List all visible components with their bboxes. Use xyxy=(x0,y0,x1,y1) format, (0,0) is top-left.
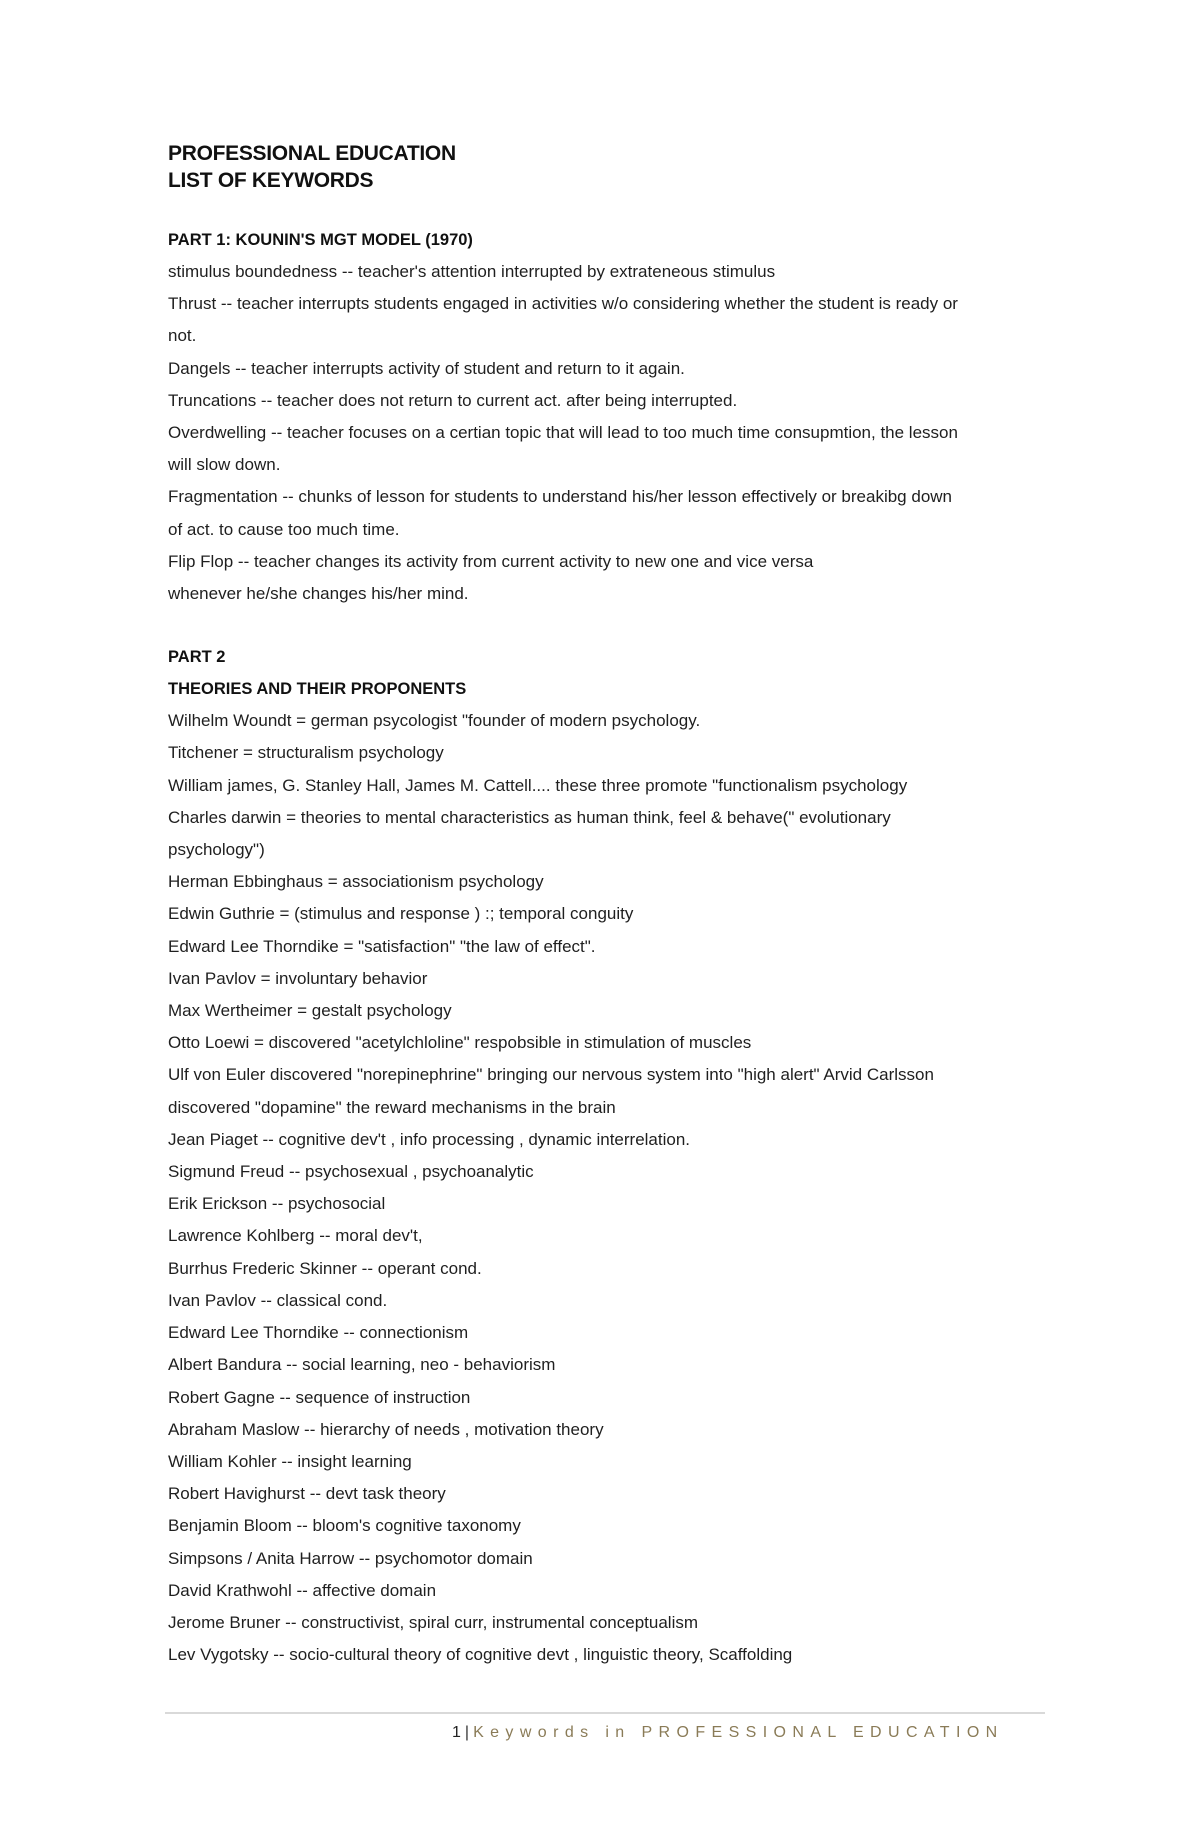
page-footer xyxy=(452,1722,1052,1744)
part1-line: of act. to cause too much time. xyxy=(168,519,400,539)
part2-line: Robert Gagne -- sequence of instruction xyxy=(168,1387,471,1407)
part2-line: Benjamin Bloom -- bloom's cognitive taxonomy xyxy=(168,1516,521,1536)
part2-line: Erik Erickson -- psychosocial xyxy=(168,1194,386,1214)
part1-line: Overdwelling -- teacher focuses on a certian topic that will lead to too much time consupmtion, the lesson xyxy=(168,423,958,443)
part1-line: Truncations -- teacher does not return to current act. after being interrupted. xyxy=(168,390,738,410)
part2-line: Ivan Pavlov = involuntary behavior xyxy=(168,968,428,988)
part2-line: Ivan Pavlov -- classical cond. xyxy=(168,1290,388,1310)
footer-title: Keywords in PROFESSIONAL EDUCATION xyxy=(473,1724,1004,1741)
part1-line: stimulus boundedness -- teacher's attention interrupted by extrateneous stimulus xyxy=(168,262,776,281)
part2-line: Otto Loewi = discovered "acetylchloline" respobsible in stimulation of muscles xyxy=(168,1033,752,1053)
part2-line: Edward Lee Thorndike = "satisfaction" "the law of effect". xyxy=(168,936,596,956)
part1-heading: PART 1: KOUNIN'S MGT MODEL (1970) xyxy=(168,231,473,249)
part2-line: Herman Ebbinghaus = associationism psychology xyxy=(168,872,544,892)
part2-line: Edwin Guthrie = (stimulus and response ) :; temporal conguity xyxy=(168,904,634,924)
part1-line: whenever he/she changes his/her mind. xyxy=(168,584,469,604)
part1-line: will slow down. xyxy=(168,455,281,475)
part2-line: David Krathwohl -- affective domain xyxy=(168,1580,437,1600)
part2-line: Charles darwin = theories to mental characteristics as human think, feel & behave(" evolutionary xyxy=(168,807,891,827)
document-title xyxy=(168,140,1048,194)
footer-divider xyxy=(165,1712,1045,1714)
part2-line: Edward Lee Thorndike -- connectionism xyxy=(168,1323,469,1343)
part2-line: Lev Vygotsky -- socio-cultural theory of cognitive devt , linguistic theory, Scaffolding xyxy=(168,1645,793,1665)
part2-line: Titchener = structuralism psychology xyxy=(168,743,444,763)
footer-separator: | xyxy=(464,1724,470,1741)
part2-line: William james, G. Stanley Hall, James M. Cattell.... these three promote "functionalism psychology xyxy=(168,775,908,795)
part2-line: Simpsons / Anita Harrow -- psychomotor domain xyxy=(168,1548,533,1568)
part2-line: Burrhus Frederic Skinner -- operant cond. xyxy=(168,1258,482,1278)
page-number: 1 xyxy=(452,1724,461,1741)
part2-line: Lawrence Kohlberg -- moral dev't, xyxy=(168,1226,423,1246)
part2-line: Robert Havighurst -- devt task theory xyxy=(168,1484,446,1504)
part1-line: Fragmentation -- chunks of lesson for students to understand his/her lesson effectively or breakibg down xyxy=(168,487,953,507)
part2-heading: PART 2 xyxy=(168,648,226,667)
part2-section xyxy=(168,641,1048,1671)
part2-line: psychology") xyxy=(168,840,265,860)
part1-line: Flip Flop -- teacher changes its activity from current activity to new one and vice versa xyxy=(168,551,814,571)
part2-line: Max Wertheimer = gestalt psychology xyxy=(168,1001,452,1021)
part1-line: not. xyxy=(168,326,197,346)
section-gap xyxy=(168,610,1048,641)
part2-line: Jerome Bruner -- constructivist, spiral curr, instrumental conceptualism xyxy=(168,1612,699,1632)
part2-line: Sigmund Freud -- psychosexual , psychoanalytic xyxy=(168,1162,534,1182)
document-body xyxy=(168,140,1048,1671)
part2-line: Abraham Maslow -- hierarchy of needs , motivation theory xyxy=(168,1419,604,1439)
part2-line: Ulf von Euler discovered "norepinephrine" bringing our nervous system into "high alert" Arvid Carlsson xyxy=(168,1065,934,1085)
part2-line: Albert Bandura -- social learning, neo - behaviorism xyxy=(168,1355,556,1375)
title-line-1: PROFESSIONAL EDUCATION xyxy=(168,142,456,165)
part1-section xyxy=(168,224,1048,610)
part1-line: Thrust -- teacher interrupts students engaged in activities w/o considering whether the student is ready or xyxy=(168,294,958,314)
title-line-2: LIST OF KEYWORDS xyxy=(168,169,374,192)
part2-line: Wilhelm Woundt = german psycologist "founder of modern psychology. xyxy=(168,711,701,731)
part2-line: Jean Piaget -- cognitive dev't , info processing , dynamic interrelation. xyxy=(168,1129,691,1149)
part2-subheading: THEORIES AND THEIR PROPONENTS xyxy=(168,680,467,699)
part1-line: Dangels -- teacher interrupts activity of student and return to it again. xyxy=(168,358,685,378)
part2-line: discovered "dopamine" the reward mechanisms in the brain xyxy=(168,1097,616,1117)
part2-line: William Kohler -- insight learning xyxy=(168,1451,412,1471)
